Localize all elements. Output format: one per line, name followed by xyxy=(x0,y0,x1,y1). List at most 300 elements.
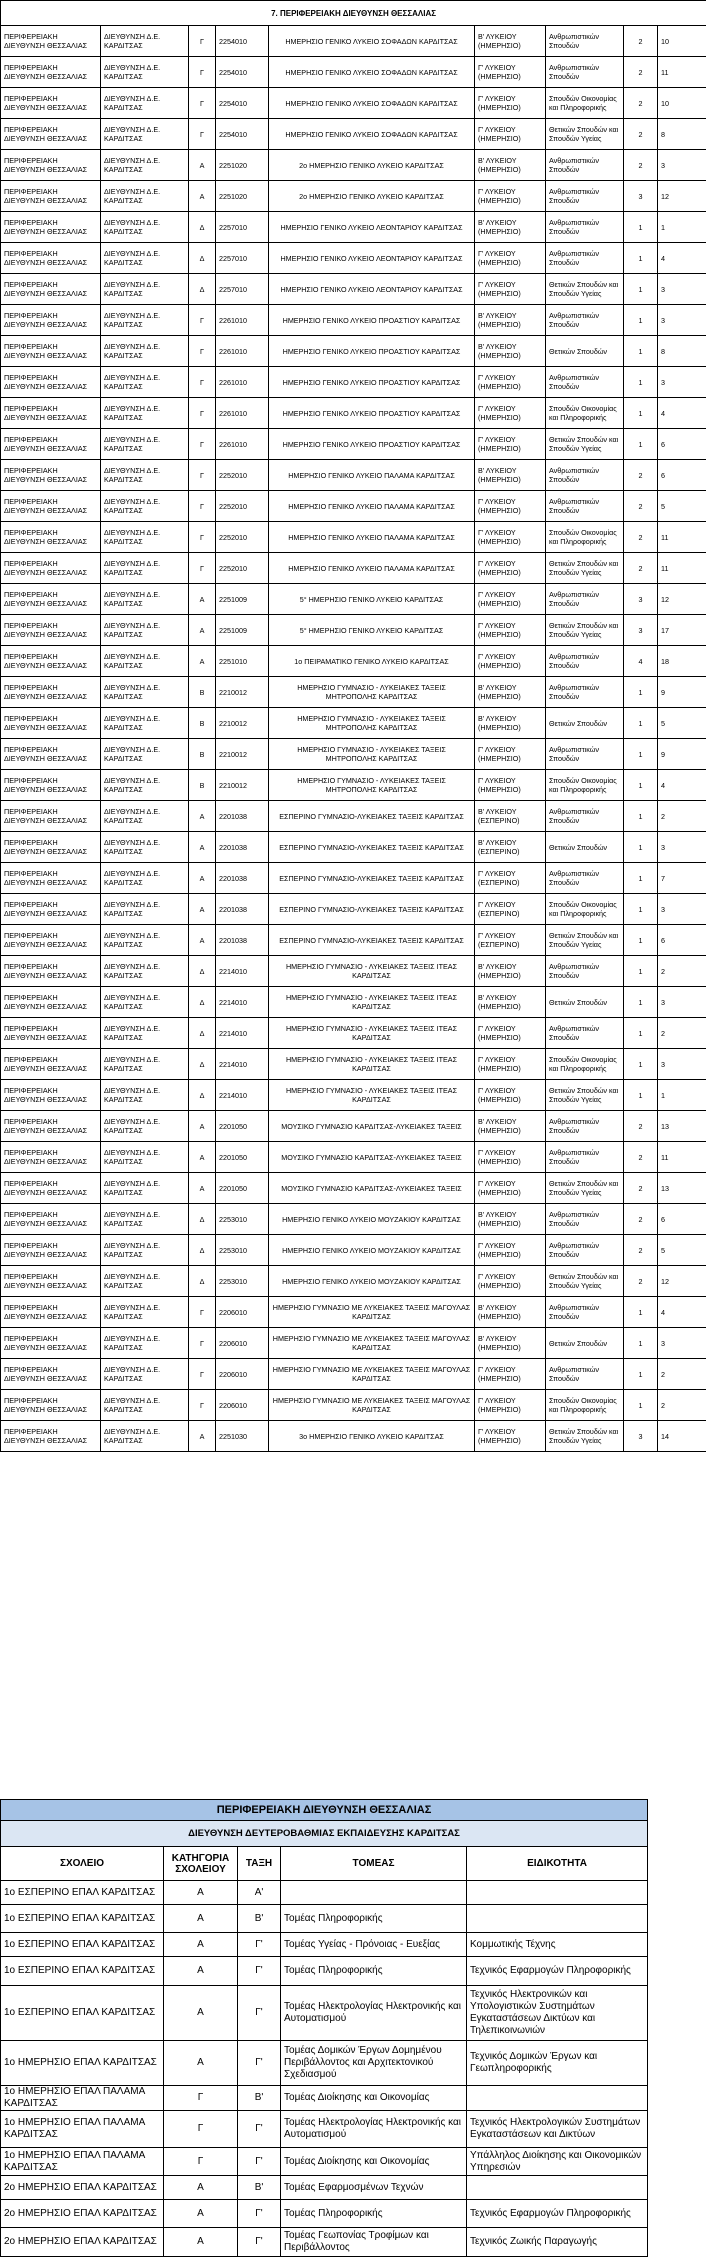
direction-cell: Ανθρωπιστικών Σπουδών xyxy=(546,739,624,770)
sections-cell: 1 xyxy=(624,677,658,708)
school-cell: 2ο ΗΜΕΡΗΣΙΟ ΕΠΑΛ ΚΑΡΔΙΤΣΑΣ xyxy=(1,2200,164,2228)
class-cell: Γ' ΛΥΚΕΙΟΥ (ΕΣΠΕΡΙΝΟ) xyxy=(475,925,546,956)
directorate-cell: ΔΙΕΥΘΥΝΣΗ Δ.Ε. ΚΑΡΔΙΤΣΑΣ xyxy=(101,553,189,584)
directorate-cell: ΔΙΕΥΘΥΝΣΗ Δ.Ε. ΚΑΡΔΙΤΣΑΣ xyxy=(101,1173,189,1204)
school-code-cell: 2254010 xyxy=(216,26,269,57)
sector-cell: Τομέας Ηλεκτρολογίας Ηλεκτρονικής και Αυτοματισμού xyxy=(281,2111,467,2148)
category-cell: Γ xyxy=(189,398,216,429)
sections-cell: 2 xyxy=(624,1266,658,1297)
region-cell: ΠΕΡΙΦΕΡΕΙΑΚΗ ΔΙΕΥΘΥΝΣΗ ΘΕΣΣΑΛΙΑΣ xyxy=(1,1173,101,1204)
category-cell: Δ xyxy=(189,1049,216,1080)
sections-cell: 2 xyxy=(624,460,658,491)
region-cell: ΠΕΡΙΦΕΡΕΙΑΚΗ ΔΙΕΥΘΥΝΣΗ ΘΕΣΣΑΛΙΑΣ xyxy=(1,336,101,367)
table-title: 7. ΠΕΡΙΦΕΡΕΙΑΚΗ ΔΙΕΥΘΥΝΣΗ ΘΕΣΣΑΛΙΑΣ xyxy=(1,1,706,26)
school-code-cell: 2257010 xyxy=(216,212,269,243)
count-cell: 2 xyxy=(658,1359,706,1390)
table-row xyxy=(1,522,706,553)
school-code-cell: 2251009 xyxy=(216,584,269,615)
sections-cell: 2 xyxy=(624,26,658,57)
table-row xyxy=(1,553,706,584)
class-cell: Γ' ΛΥΚΕΙΟΥ (ΗΜΕΡΗΣΙΟ) xyxy=(475,739,546,770)
class-cell: Β' ΛΥΚΕΙΟΥ (ΕΣΠΕΡΙΝΟ) xyxy=(475,801,546,832)
count-cell: 3 xyxy=(658,274,706,305)
count-cell: 11 xyxy=(658,522,706,553)
specialty-cell: Τεχνικός Ηλεκτρονικών και Υπολογιστικών Συστημάτων Εγκαταστάσεων Δικτύων και Τηλεπικοινωνιών xyxy=(467,1986,648,2041)
school-code-cell: 2214010 xyxy=(216,1018,269,1049)
sections-cell: 1 xyxy=(624,925,658,956)
region-cell: ΠΕΡΙΦΕΡΕΙΑΚΗ ΔΙΕΥΘΥΝΣΗ ΘΕΣΣΑΛΙΑΣ xyxy=(1,1390,101,1421)
directorate-cell: ΔΙΕΥΘΥΝΣΗ Δ.Ε. ΚΑΡΔΙΤΣΑΣ xyxy=(101,150,189,181)
count-cell: 4 xyxy=(658,770,706,801)
school-name-cell: ΗΜΕΡΗΣΙΟ ΓΥΜΝΑΣΙΟ - ΛΥΚΕΙΑΚΕΣ ΤΑΞΕΙΣ ΜΗΤΡΟΠΟΛΗΣ ΚΑΡΔΙΤΣΑΣ xyxy=(269,708,475,739)
school-code-cell: 2210012 xyxy=(216,677,269,708)
region-cell: ΠΕΡΙΦΕΡΕΙΑΚΗ ΔΙΕΥΘΥΝΣΗ ΘΕΣΣΑΛΙΑΣ xyxy=(1,1328,101,1359)
table-row xyxy=(1,1986,648,2041)
sections-cell: 3 xyxy=(624,584,658,615)
count-cell: 12 xyxy=(658,584,706,615)
column-header-sector: ΤΟΜΕΑΣ xyxy=(281,1847,467,1881)
region-cell: ΠΕΡΙΦΕΡΕΙΑΚΗ ΔΙΕΥΘΥΝΣΗ ΘΕΣΣΑΛΙΑΣ xyxy=(1,956,101,987)
school-name-cell: ΗΜΕΡΗΣΙΟ ΓΕΝΙΚΟ ΛΥΚΕΙΟ ΠΡΟΑΣΤΙΟΥ ΚΑΡΔΙΤΣΑΣ xyxy=(269,429,475,460)
direction-cell: Σπουδών Οικονομίας και Πληροφορικής xyxy=(546,522,624,553)
school-name-cell: ΗΜΕΡΗΣΙΟ ΓΥΜΝΑΣΙΟ - ΛΥΚΕΙΑΚΕΣ ΤΑΞΕΙΣ ΙΤΕΑΣ ΚΑΡΔΙΤΣΑΣ xyxy=(269,1080,475,1111)
school-code-cell: 2252010 xyxy=(216,460,269,491)
directorate-cell: ΔΙΕΥΘΥΝΣΗ Δ.Ε. ΚΑΡΔΙΤΣΑΣ xyxy=(101,429,189,460)
region-cell: ΠΕΡΙΦΕΡΕΙΑΚΗ ΔΙΕΥΘΥΝΣΗ ΘΕΣΣΑΛΙΑΣ xyxy=(1,708,101,739)
directorate-cell: ΔΙΕΥΘΥΝΣΗ Δ.Ε. ΚΑΡΔΙΤΣΑΣ xyxy=(101,1080,189,1111)
table-row xyxy=(1,739,706,770)
class-cell: Γ' ΛΥΚΕΙΟΥ (ΗΜΕΡΗΣΙΟ) xyxy=(475,1018,546,1049)
class-cell: Β' ΛΥΚΕΙΟΥ (ΗΜΕΡΗΣΙΟ) xyxy=(475,956,546,987)
table-row xyxy=(1,1049,706,1080)
sections-cell: 1 xyxy=(624,1018,658,1049)
school-code-cell: 2214010 xyxy=(216,956,269,987)
sections-cell: 1 xyxy=(624,863,658,894)
class-cell: Γ' ΛΥΚΕΙΟΥ (ΗΜΕΡΗΣΙΟ) xyxy=(475,274,546,305)
school-name-cell: ΕΣΠΕΡΙΝΟ ΓΥΜΝΑΣΙΟ-ΛΥΚΕΙΑΚΕΣ ΤΑΞΕΙΣ ΚΑΡΔΙΤΣΑΣ xyxy=(269,894,475,925)
class-cell: Β' ΛΥΚΕΙΟΥ (ΗΜΕΡΗΣΙΟ) xyxy=(475,1111,546,1142)
directorate-cell: ΔΙΕΥΘΥΝΣΗ Δ.Ε. ΚΑΡΔΙΤΣΑΣ xyxy=(101,1204,189,1235)
region-cell: ΠΕΡΙΦΕΡΕΙΑΚΗ ΔΙΕΥΘΥΝΣΗ ΘΕΣΣΑΛΙΑΣ xyxy=(1,584,101,615)
direction-cell: Ανθρωπιστικών Σπουδών xyxy=(546,181,624,212)
school-code-cell: 2261010 xyxy=(216,429,269,460)
school-cell: 1ο ΗΜΕΡΗΣΙΟ ΕΠΑΛ ΠΑΛΑΜΑ ΚΑΡΔΙΤΣΑΣ xyxy=(1,2111,164,2148)
directorate-cell: ΔΙΕΥΘΥΝΣΗ Δ.Ε. ΚΑΡΔΙΤΣΑΣ xyxy=(101,956,189,987)
sections-cell: 1 xyxy=(624,1080,658,1111)
school-code-cell: 2251010 xyxy=(216,646,269,677)
direction-cell: Θετικών Σπουδών και Σπουδών Υγείας xyxy=(546,553,624,584)
table-row xyxy=(1,305,706,336)
category-cell: Α xyxy=(164,1905,238,1933)
directorate-cell: ΔΙΕΥΘΥΝΣΗ Δ.Ε. ΚΑΡΔΙΤΣΑΣ xyxy=(101,584,189,615)
class-cell: Γ' ΛΥΚΕΙΟΥ (ΗΜΕΡΗΣΙΟ) xyxy=(475,1142,546,1173)
table-row xyxy=(1,894,706,925)
category-cell: Δ xyxy=(189,1080,216,1111)
direction-cell: Σπουδών Οικονομίας και Πληροφορικής xyxy=(546,398,624,429)
column-header-class: ΤΑΞΗ xyxy=(238,1847,281,1881)
school-name-cell: ΗΜΕΡΗΣΙΟ ΓΥΜΝΑΣΙΟ - ΛΥΚΕΙΑΚΕΣ ΤΑΞΕΙΣ ΙΤΕΑΣ ΚΑΡΔΙΤΣΑΣ xyxy=(269,956,475,987)
region-cell: ΠΕΡΙΦΕΡΕΙΑΚΗ ΔΙΕΥΘΥΝΣΗ ΘΕΣΣΑΛΙΑΣ xyxy=(1,460,101,491)
school-code-cell: 2201050 xyxy=(216,1142,269,1173)
category-cell: Γ xyxy=(164,2111,238,2148)
category-cell: Α xyxy=(164,2200,238,2228)
direction-cell: Ανθρωπιστικών Σπουδών xyxy=(546,150,624,181)
category-cell: Α xyxy=(164,1881,238,1905)
table-row xyxy=(1,770,706,801)
direction-cell: Σπουδών Οικονομίας και Πληροφορικής xyxy=(546,894,624,925)
specialty-cell: Τεχνικός Εφαρμογών Πληροφορικής xyxy=(467,1957,648,1986)
sector-cell: Τομέας Ηλεκτρολογίας Ηλεκτρονικής και Αυτοματισμού xyxy=(281,1986,467,2041)
school-name-cell: 5° ΗΜΕΡΗΣΙΟ ΓΕΝΙΚΟ ΛΥΚΕΙΟ ΚΑΡΔΙΤΣΑΣ xyxy=(269,584,475,615)
school-code-cell: 2201038 xyxy=(216,925,269,956)
region-cell: ΠΕΡΙΦΕΡΕΙΑΚΗ ΔΙΕΥΘΥΝΣΗ ΘΕΣΣΑΛΙΑΣ xyxy=(1,770,101,801)
count-cell: 8 xyxy=(658,336,706,367)
region-cell: ΠΕΡΙΦΕΡΕΙΑΚΗ ΔΙΕΥΘΥΝΣΗ ΘΕΣΣΑΛΙΑΣ xyxy=(1,491,101,522)
direction-cell: Σπουδών Οικονομίας και Πληροφορικής xyxy=(546,1049,624,1080)
sections-cell: 3 xyxy=(624,615,658,646)
class-cell: Β' xyxy=(238,2176,281,2200)
count-cell: 9 xyxy=(658,677,706,708)
direction-cell: Θετικών Σπουδών και Σπουδών Υγείας xyxy=(546,1266,624,1297)
school-code-cell: 2261010 xyxy=(216,398,269,429)
region-cell: ΠΕΡΙΦΕΡΕΙΑΚΗ ΔΙΕΥΘΥΝΣΗ ΘΕΣΣΑΛΙΑΣ xyxy=(1,832,101,863)
direction-cell: Σπουδών Οικονομίας και Πληροφορικής xyxy=(546,770,624,801)
direction-cell: Ανθρωπιστικών Σπουδών xyxy=(546,57,624,88)
category-cell: Α xyxy=(164,1933,238,1957)
school-name-cell: ΗΜΕΡΗΣΙΟ ΓΕΝΙΚΟ ΛΥΚΕΙΟ ΠΡΟΑΣΤΙΟΥ ΚΑΡΔΙΤΣΑΣ xyxy=(269,367,475,398)
school-name-cell: ΜΟΥΣΙΚΟ ΓΥΜΝΑΣΙΟ ΚΑΡΔΙΤΣΑΣ-ΛΥΚΕΙΑΚΕΣ ΤΑΞΕΙΣ xyxy=(269,1142,475,1173)
specialty-cell xyxy=(467,1881,648,1905)
school-name-cell: ΗΜΕΡΗΣΙΟ ΓΕΝΙΚΟ ΛΥΚΕΙΟ ΣΟΦΑΔΩΝ ΚΑΡΔΙΤΣΑΣ xyxy=(269,88,475,119)
count-cell: 3 xyxy=(658,1049,706,1080)
directorate-cell: ΔΙΕΥΘΥΝΣΗ Δ.Ε. ΚΑΡΔΙΤΣΑΣ xyxy=(101,708,189,739)
count-cell: 5 xyxy=(658,1235,706,1266)
region-cell: ΠΕΡΙΦΕΡΕΙΑΚΗ ΔΙΕΥΘΥΝΣΗ ΘΕΣΣΑΛΙΑΣ xyxy=(1,1235,101,1266)
count-cell: 9 xyxy=(658,739,706,770)
table-row xyxy=(1,367,706,398)
class-cell: Β' ΛΥΚΕΙΟΥ (ΗΜΕΡΗΣΙΟ) xyxy=(475,460,546,491)
sections-cell: 2 xyxy=(624,57,658,88)
class-cell: Β' ΛΥΚΕΙΟΥ (ΗΜΕΡΗΣΙΟ) xyxy=(475,1204,546,1235)
directorate-cell: ΔΙΕΥΘΥΝΣΗ Δ.Ε. ΚΑΡΔΙΤΣΑΣ xyxy=(101,1235,189,1266)
school-name-cell: ΗΜΕΡΗΣΙΟ ΓΥΜΝΑΣΙΟ ΜΕ ΛΥΚΕΙΑΚΕΣ ΤΑΞΕΙΣ ΜΑΓΟΥΛΑΣ ΚΑΡΔΙΤΣΑΣ xyxy=(269,1297,475,1328)
table-row xyxy=(1,1421,706,1452)
directorate-cell: ΔΙΕΥΘΥΝΣΗ Δ.Ε. ΚΑΡΔΙΤΣΑΣ xyxy=(101,181,189,212)
school-code-cell: 2253010 xyxy=(216,1266,269,1297)
sections-cell: 1 xyxy=(624,832,658,863)
school-code-cell: 2251020 xyxy=(216,150,269,181)
sections-cell: 4 xyxy=(624,646,658,677)
count-cell: 14 xyxy=(658,1421,706,1452)
category-cell: Α xyxy=(189,584,216,615)
directorate-cell: ΔΙΕΥΘΥΝΣΗ Δ.Ε. ΚΑΡΔΙΤΣΑΣ xyxy=(101,336,189,367)
direction-cell: Θετικών Σπουδών και Σπουδών Υγείας xyxy=(546,1173,624,1204)
directorate-cell: ΔΙΕΥΘΥΝΣΗ Δ.Ε. ΚΑΡΔΙΤΣΑΣ xyxy=(101,739,189,770)
category-cell: Α xyxy=(189,1111,216,1142)
class-cell: Β' ΛΥΚΕΙΟΥ (ΗΜΕΡΗΣΙΟ) xyxy=(475,212,546,243)
direction-cell: Ανθρωπιστικών Σπουδών xyxy=(546,1204,624,1235)
directorate-cell: ΔΙΕΥΘΥΝΣΗ Δ.Ε. ΚΑΡΔΙΤΣΑΣ xyxy=(101,1328,189,1359)
directorate-cell: ΔΙΕΥΘΥΝΣΗ Δ.Ε. ΚΑΡΔΙΤΣΑΣ xyxy=(101,305,189,336)
sections-cell: 1 xyxy=(624,274,658,305)
category-cell: Γ xyxy=(164,2086,238,2111)
school-code-cell: 2261010 xyxy=(216,305,269,336)
sections-cell: 1 xyxy=(624,956,658,987)
school-name-cell: 5° ΗΜΕΡΗΣΙΟ ΓΕΝΙΚΟ ΛΥΚΕΙΟ ΚΑΡΔΙΤΣΑΣ xyxy=(269,615,475,646)
category-cell: Β xyxy=(189,739,216,770)
sections-cell: 1 xyxy=(624,212,658,243)
school-name-cell: ΗΜΕΡΗΣΙΟ ΓΕΝΙΚΟ ΛΥΚΕΙΟ ΠΑΛΑΜΑ ΚΑΡΔΙΤΣΑΣ xyxy=(269,522,475,553)
school-code-cell: 2210012 xyxy=(216,739,269,770)
sections-cell: 2 xyxy=(624,1142,658,1173)
table-row xyxy=(1,708,706,739)
direction-cell: Θετικών Σπουδών xyxy=(546,987,624,1018)
directorate-cell: ΔΙΕΥΘΥΝΣΗ Δ.Ε. ΚΑΡΔΙΤΣΑΣ xyxy=(101,925,189,956)
directorate-cell: ΔΙΕΥΘΥΝΣΗ Δ.Ε. ΚΑΡΔΙΤΣΑΣ xyxy=(101,677,189,708)
school-name-cell: ΗΜΕΡΗΣΙΟ ΓΥΜΝΑΣΙΟ - ΛΥΚΕΙΑΚΕΣ ΤΑΞΕΙΣ ΜΗΤΡΟΠΟΛΗΣ ΚΑΡΔΙΤΣΑΣ xyxy=(269,677,475,708)
directorate-cell: ΔΙΕΥΘΥΝΣΗ Δ.Ε. ΚΑΡΔΙΤΣΑΣ xyxy=(101,243,189,274)
directorate-cell: ΔΙΕΥΘΥΝΣΗ Δ.Ε. ΚΑΡΔΙΤΣΑΣ xyxy=(101,1142,189,1173)
direction-cell: Ανθρωπιστικών Σπουδών xyxy=(546,863,624,894)
school-cell: 1ο ΕΣΠΕΡΙΝΟ ΕΠΑΛ ΚΑΡΔΙΤΣΑΣ xyxy=(1,1881,164,1905)
count-cell: 3 xyxy=(658,1328,706,1359)
school-cell: 2ο ΗΜΕΡΗΣΙΟ ΕΠΑΛ ΚΑΡΔΙΤΣΑΣ xyxy=(1,2176,164,2200)
class-cell: Γ' ΛΥΚΕΙΟΥ (ΗΜΕΡΗΣΙΟ) xyxy=(475,584,546,615)
table-row xyxy=(1,801,706,832)
class-cell: Γ' ΛΥΚΕΙΟΥ (ΗΜΕΡΗΣΙΟ) xyxy=(475,119,546,150)
sector-cell: Τομέας Πληροφορικής xyxy=(281,2200,467,2228)
directorate-cell: ΔΙΕΥΘΥΝΣΗ Δ.Ε. ΚΑΡΔΙΤΣΑΣ xyxy=(101,1018,189,1049)
region-cell: ΠΕΡΙΦΕΡΕΙΑΚΗ ΔΙΕΥΘΥΝΣΗ ΘΕΣΣΑΛΙΑΣ xyxy=(1,894,101,925)
region-cell: ΠΕΡΙΦΕΡΕΙΑΚΗ ΔΙΕΥΘΥΝΣΗ ΘΕΣΣΑΛΙΑΣ xyxy=(1,1204,101,1235)
table-row xyxy=(1,1957,648,1986)
region-cell: ΠΕΡΙΦΕΡΕΙΑΚΗ ΔΙΕΥΘΥΝΣΗ ΘΕΣΣΑΛΙΑΣ xyxy=(1,429,101,460)
count-cell: 2 xyxy=(658,1390,706,1421)
direction-cell: Θετικών Σπουδών και Σπουδών Υγείας xyxy=(546,1080,624,1111)
school-name-cell: ΗΜΕΡΗΣΙΟ ΓΥΜΝΑΣΙΟ - ΛΥΚΕΙΑΚΕΣ ΤΑΞΕΙΣ ΙΤΕΑΣ ΚΑΡΔΙΤΣΑΣ xyxy=(269,987,475,1018)
category-cell: Α xyxy=(189,894,216,925)
table-row xyxy=(1,1297,706,1328)
directorate-cell: ΔΙΕΥΘΥΝΣΗ Δ.Ε. ΚΑΡΔΙΤΣΑΣ xyxy=(101,274,189,305)
school-code-cell: 2210012 xyxy=(216,708,269,739)
table-row xyxy=(1,212,706,243)
class-cell: Γ' ΛΥΚΕΙΟΥ (ΗΜΕΡΗΣΙΟ) xyxy=(475,1080,546,1111)
region-cell: ΠΕΡΙΦΕΡΕΙΑΚΗ ΔΙΕΥΘΥΝΣΗ ΘΕΣΣΑΛΙΑΣ xyxy=(1,274,101,305)
school-name-cell: 2ο ΗΜΕΡΗΣΙΟ ΓΕΝΙΚΟ ΛΥΚΕΙΟ ΚΑΡΔΙΤΣΑΣ xyxy=(269,150,475,181)
school-name-cell: ΗΜΕΡΗΣΙΟ ΓΕΝΙΚΟ ΛΥΚΕΙΟ ΠΡΟΑΣΤΙΟΥ ΚΑΡΔΙΤΣΑΣ xyxy=(269,398,475,429)
school-name-cell: ΗΜΕΡΗΣΙΟ ΓΥΜΝΑΣΙΟ ΜΕ ΛΥΚΕΙΑΚΕΣ ΤΑΞΕΙΣ ΜΑΓΟΥΛΑΣ ΚΑΡΔΙΤΣΑΣ xyxy=(269,1328,475,1359)
school-name-cell: ΗΜΕΡΗΣΙΟ ΓΥΜΝΑΣΙΟ ΜΕ ΛΥΚΕΙΑΚΕΣ ΤΑΞΕΙΣ ΜΑΓΟΥΛΑΣ ΚΑΡΔΙΤΣΑΣ xyxy=(269,1390,475,1421)
region-cell: ΠΕΡΙΦΕΡΕΙΑΚΗ ΔΙΕΥΘΥΝΣΗ ΘΕΣΣΑΛΙΑΣ xyxy=(1,646,101,677)
category-cell: Α xyxy=(189,925,216,956)
region-cell: ΠΕΡΙΦΕΡΕΙΑΚΗ ΔΙΕΥΘΥΝΣΗ ΘΕΣΣΑΛΙΑΣ xyxy=(1,677,101,708)
school-cell: 1ο ΕΣΠΕΡΙΝΟ ΕΠΑΛ ΚΑΡΔΙΤΣΑΣ xyxy=(1,1905,164,1933)
class-cell: Β' ΛΥΚΕΙΟΥ (ΗΜΕΡΗΣΙΟ) xyxy=(475,150,546,181)
direction-cell: Ανθρωπιστικών Σπουδών xyxy=(546,212,624,243)
class-cell: Γ' ΛΥΚΕΙΟΥ (ΗΜΕΡΗΣΙΟ) xyxy=(475,1390,546,1421)
count-cell: 5 xyxy=(658,491,706,522)
table-row xyxy=(1,925,706,956)
school-name-cell: ΕΣΠΕΡΙΝΟ ΓΥΜΝΑΣΙΟ-ΛΥΚΕΙΑΚΕΣ ΤΑΞΕΙΣ ΚΑΡΔΙΤΣΑΣ xyxy=(269,863,475,894)
directorate-cell: ΔΙΕΥΘΥΝΣΗ Δ.Ε. ΚΑΡΔΙΤΣΑΣ xyxy=(101,367,189,398)
school-name-cell: ΗΜΕΡΗΣΙΟ ΓΕΝΙΚΟ ΛΥΚΕΙΟ ΜΟΥΖΑΚΙΟΥ ΚΑΡΔΙΤΣΑΣ xyxy=(269,1235,475,1266)
class-cell: Α' xyxy=(238,1881,281,1905)
table-row xyxy=(1,1204,706,1235)
direction-cell: Ανθρωπιστικών Σπουδών xyxy=(546,646,624,677)
category-cell: Γ xyxy=(189,522,216,553)
directorate-cell: ΔΙΕΥΘΥΝΣΗ Δ.Ε. ΚΑΡΔΙΤΣΑΣ xyxy=(101,1390,189,1421)
directorate-cell: ΔΙΕΥΘΥΝΣΗ Δ.Ε. ΚΑΡΔΙΤΣΑΣ xyxy=(101,398,189,429)
sections-cell: 3 xyxy=(624,1421,658,1452)
class-cell: Β' ΛΥΚΕΙΟΥ (ΗΜΕΡΗΣΙΟ) xyxy=(475,336,546,367)
table-row xyxy=(1,26,706,57)
school-cell: 1ο ΗΜΕΡΗΣΙΟ ΕΠΑΛ ΚΑΡΔΙΤΣΑΣ xyxy=(1,2041,164,2086)
table-row xyxy=(1,119,706,150)
epal-header-row xyxy=(1,1847,648,1881)
region-cell: ΠΕΡΙΦΕΡΕΙΑΚΗ ΔΙΕΥΘΥΝΣΗ ΘΕΣΣΑΛΙΑΣ xyxy=(1,739,101,770)
school-code-cell: 2254010 xyxy=(216,57,269,88)
school-cell: 1ο ΕΣΠΕΡΙΝΟ ΕΠΑΛ ΚΑΡΔΙΤΣΑΣ xyxy=(1,1957,164,1986)
column-header-school: ΣΧΟΛΕΙΟ xyxy=(1,1847,164,1881)
class-cell: Β' ΛΥΚΕΙΟΥ (ΗΜΕΡΗΣΙΟ) xyxy=(475,305,546,336)
count-cell: 13 xyxy=(658,1173,706,1204)
class-cell: Γ' ΛΥΚΕΙΟΥ (ΗΜΕΡΗΣΙΟ) xyxy=(475,646,546,677)
count-cell: 1 xyxy=(658,212,706,243)
directorate-cell: ΔΙΕΥΘΥΝΣΗ Δ.Ε. ΚΑΡΔΙΤΣΑΣ xyxy=(101,1111,189,1142)
table-row xyxy=(1,1018,706,1049)
direction-cell: Ανθρωπιστικών Σπουδών xyxy=(546,491,624,522)
count-cell: 8 xyxy=(658,119,706,150)
region-cell: ΠΕΡΙΦΕΡΕΙΑΚΗ ΔΙΕΥΘΥΝΣΗ ΘΕΣΣΑΛΙΑΣ xyxy=(1,863,101,894)
region-cell: ΠΕΡΙΦΕΡΕΙΑΚΗ ΔΙΕΥΘΥΝΣΗ ΘΕΣΣΑΛΙΑΣ xyxy=(1,119,101,150)
school-code-cell: 2201050 xyxy=(216,1111,269,1142)
class-cell: Γ' ΛΥΚΕΙΟΥ (ΗΜΕΡΗΣΙΟ) xyxy=(475,491,546,522)
count-cell: 3 xyxy=(658,367,706,398)
count-cell: 12 xyxy=(658,1266,706,1297)
table-row xyxy=(1,491,706,522)
table-row xyxy=(1,863,706,894)
school-name-cell: ΗΜΕΡΗΣΙΟ ΓΕΝΙΚΟ ΛΥΚΕΙΟ ΠΑΛΑΜΑ ΚΑΡΔΙΤΣΑΣ xyxy=(269,460,475,491)
sections-cell: 1 xyxy=(624,305,658,336)
school-code-cell: 2251009 xyxy=(216,615,269,646)
school-cell: 1ο ΕΣΠΕΡΙΝΟ ΕΠΑΛ ΚΑΡΔΙΤΣΑΣ xyxy=(1,1986,164,2041)
count-cell: 6 xyxy=(658,925,706,956)
table-row xyxy=(1,956,706,987)
sections-cell: 2 xyxy=(624,491,658,522)
directorate-cell: ΔΙΕΥΘΥΝΣΗ Δ.Ε. ΚΑΡΔΙΤΣΑΣ xyxy=(101,26,189,57)
school-code-cell: 2261010 xyxy=(216,336,269,367)
table-row xyxy=(1,1881,648,1905)
class-cell: Β' ΛΥΚΕΙΟΥ (ΗΜΕΡΗΣΙΟ) xyxy=(475,677,546,708)
table-row xyxy=(1,150,706,181)
school-code-cell: 2206010 xyxy=(216,1328,269,1359)
school-name-cell: ΗΜΕΡΗΣΙΟ ΓΕΝΙΚΟ ΛΥΚΕΙΟ ΣΟΦΑΔΩΝ ΚΑΡΔΙΤΣΑΣ xyxy=(269,26,475,57)
direction-cell: Ανθρωπιστικών Σπουδών xyxy=(546,1018,624,1049)
directorate-cell: ΔΙΕΥΘΥΝΣΗ Δ.Ε. ΚΑΡΔΙΤΣΑΣ xyxy=(101,894,189,925)
region-cell: ΠΕΡΙΦΕΡΕΙΑΚΗ ΔΙΕΥΘΥΝΣΗ ΘΕΣΣΑΛΙΑΣ xyxy=(1,1142,101,1173)
region-cell: ΠΕΡΙΦΕΡΕΙΑΚΗ ΔΙΕΥΘΥΝΣΗ ΘΕΣΣΑΛΙΑΣ xyxy=(1,553,101,584)
sections-cell: 2 xyxy=(624,1173,658,1204)
column-header-category: ΚΑΤΗΓΟΡΙΑ ΣΧΟΛΕΙΟΥ xyxy=(164,1847,238,1881)
table-row xyxy=(1,832,706,863)
school-code-cell: 2206010 xyxy=(216,1359,269,1390)
category-cell: Α xyxy=(189,181,216,212)
region-cell: ΠΕΡΙΦΕΡΕΙΑΚΗ ΔΙΕΥΘΥΝΣΗ ΘΕΣΣΑΛΙΑΣ xyxy=(1,57,101,88)
count-cell: 17 xyxy=(658,615,706,646)
sections-cell: 2 xyxy=(624,522,658,553)
school-cell: 2ο ΗΜΕΡΗΣΙΟ ΕΠΑΛ ΚΑΡΔΙΤΣΑΣ xyxy=(1,2228,164,2257)
school-code-cell: 2254010 xyxy=(216,119,269,150)
category-cell: Β xyxy=(189,708,216,739)
count-cell: 3 xyxy=(658,150,706,181)
directorate-cell: ΔΙΕΥΘΥΝΣΗ Δ.Ε. ΚΑΡΔΙΤΣΑΣ xyxy=(101,1266,189,1297)
region-cell: ΠΕΡΙΦΕΡΕΙΑΚΗ ΔΙΕΥΘΥΝΣΗ ΘΕΣΣΑΛΙΑΣ xyxy=(1,88,101,119)
table-row xyxy=(1,274,706,305)
table-row xyxy=(1,243,706,274)
directorate-cell: ΔΙΕΥΘΥΝΣΗ Δ.Ε. ΚΑΡΔΙΤΣΑΣ xyxy=(101,460,189,491)
region-cell: ΠΕΡΙΦΕΡΕΙΑΚΗ ΔΙΕΥΘΥΝΣΗ ΘΕΣΣΑΛΙΑΣ xyxy=(1,150,101,181)
class-cell: Γ' xyxy=(238,1986,281,2041)
school-cell: 1ο ΗΜΕΡΗΣΙΟ ΕΠΑΛ ΠΑΛΑΜΑ ΚΑΡΔΙΤΣΑΣ xyxy=(1,2086,164,2111)
count-cell: 4 xyxy=(658,1297,706,1328)
region-cell: ΠΕΡΙΦΕΡΕΙΑΚΗ ΔΙΕΥΘΥΝΣΗ ΘΕΣΣΑΛΙΑΣ xyxy=(1,522,101,553)
table-row xyxy=(1,1111,706,1142)
school-name-cell: ΗΜΕΡΗΣΙΟ ΓΥΜΝΑΣΙΟ - ΛΥΚΕΙΑΚΕΣ ΤΑΞΕΙΣ ΜΗΤΡΟΠΟΛΗΣ ΚΑΡΔΙΤΣΑΣ xyxy=(269,770,475,801)
category-cell: Γ xyxy=(189,305,216,336)
category-cell: Γ xyxy=(189,88,216,119)
sections-cell: 1 xyxy=(624,987,658,1018)
table-row xyxy=(1,1328,706,1359)
table-row xyxy=(1,1359,706,1390)
specialty-cell: Υπάλληλος Διοίκησης και Οικονομικών Υπηρεσιών xyxy=(467,2148,648,2176)
table-row xyxy=(1,615,706,646)
sections-cell: 1 xyxy=(624,801,658,832)
category-cell: Γ xyxy=(189,367,216,398)
school-name-cell: ΗΜΕΡΗΣΙΟ ΓΥΜΝΑΣΙΟ ΜΕ ΛΥΚΕΙΑΚΕΣ ΤΑΞΕΙΣ ΜΑΓΟΥΛΑΣ ΚΑΡΔΙΤΣΑΣ xyxy=(269,1359,475,1390)
direction-cell: Ανθρωπιστικών Σπουδών xyxy=(546,1111,624,1142)
sections-cell: 1 xyxy=(624,429,658,460)
class-cell: Γ' xyxy=(238,1933,281,1957)
count-cell: 12 xyxy=(658,181,706,212)
table-row xyxy=(1,88,706,119)
count-cell: 10 xyxy=(658,26,706,57)
school-name-cell: 3ο ΗΜΕΡΗΣΙΟ ΓΕΝΙΚΟ ΛΥΚΕΙΟ ΚΑΡΔΙΤΣΑΣ xyxy=(269,1421,475,1452)
school-code-cell: 2214010 xyxy=(216,987,269,1018)
class-cell: Γ' xyxy=(238,2200,281,2228)
specialty-cell xyxy=(467,1905,648,1933)
class-cell: Γ' ΛΥΚΕΙΟΥ (ΗΜΕΡΗΣΙΟ) xyxy=(475,429,546,460)
class-cell: Γ' ΛΥΚΕΙΟΥ (ΗΜΕΡΗΣΙΟ) xyxy=(475,367,546,398)
table-row xyxy=(1,460,706,491)
directorate-cell: ΔΙΕΥΘΥΝΣΗ Δ.Ε. ΚΑΡΔΙΤΣΑΣ xyxy=(101,770,189,801)
category-cell: Γ xyxy=(189,336,216,367)
specialty-cell: Κομμωτικής Τέχνης xyxy=(467,1933,648,1957)
category-cell: Γ xyxy=(189,119,216,150)
table-row xyxy=(1,2228,648,2257)
school-name-cell: ΗΜΕΡΗΣΙΟ ΓΕΝΙΚΟ ΛΥΚΕΙΟ ΣΟΦΑΔΩΝ ΚΑΡΔΙΤΣΑΣ xyxy=(269,119,475,150)
class-cell: Γ' ΛΥΚΕΙΟΥ (ΗΜΕΡΗΣΙΟ) xyxy=(475,88,546,119)
category-cell: Α xyxy=(164,2176,238,2200)
epal-subtitle: ΔΙΕΥΘΥΝΣΗ ΔΕΥΤΕΡΟΒΑΘΜΙΑΣ ΕΚΠΑΙΔΕΥΣΗΣ ΚΑΡΔΙΤΣΑΣ xyxy=(1,1821,648,1847)
count-cell: 2 xyxy=(658,801,706,832)
sector-cell: Τομέας Πληροφορικής xyxy=(281,1957,467,1986)
count-cell: 11 xyxy=(658,57,706,88)
epal-subtitle-row xyxy=(1,1821,648,1847)
category-cell: Α xyxy=(189,646,216,677)
table-row xyxy=(1,2111,648,2148)
category-cell: Δ xyxy=(189,1204,216,1235)
sector-cell: Τομέας Γεωπονίας Τροφίμων και Περιβάλλοντος xyxy=(281,2228,467,2257)
